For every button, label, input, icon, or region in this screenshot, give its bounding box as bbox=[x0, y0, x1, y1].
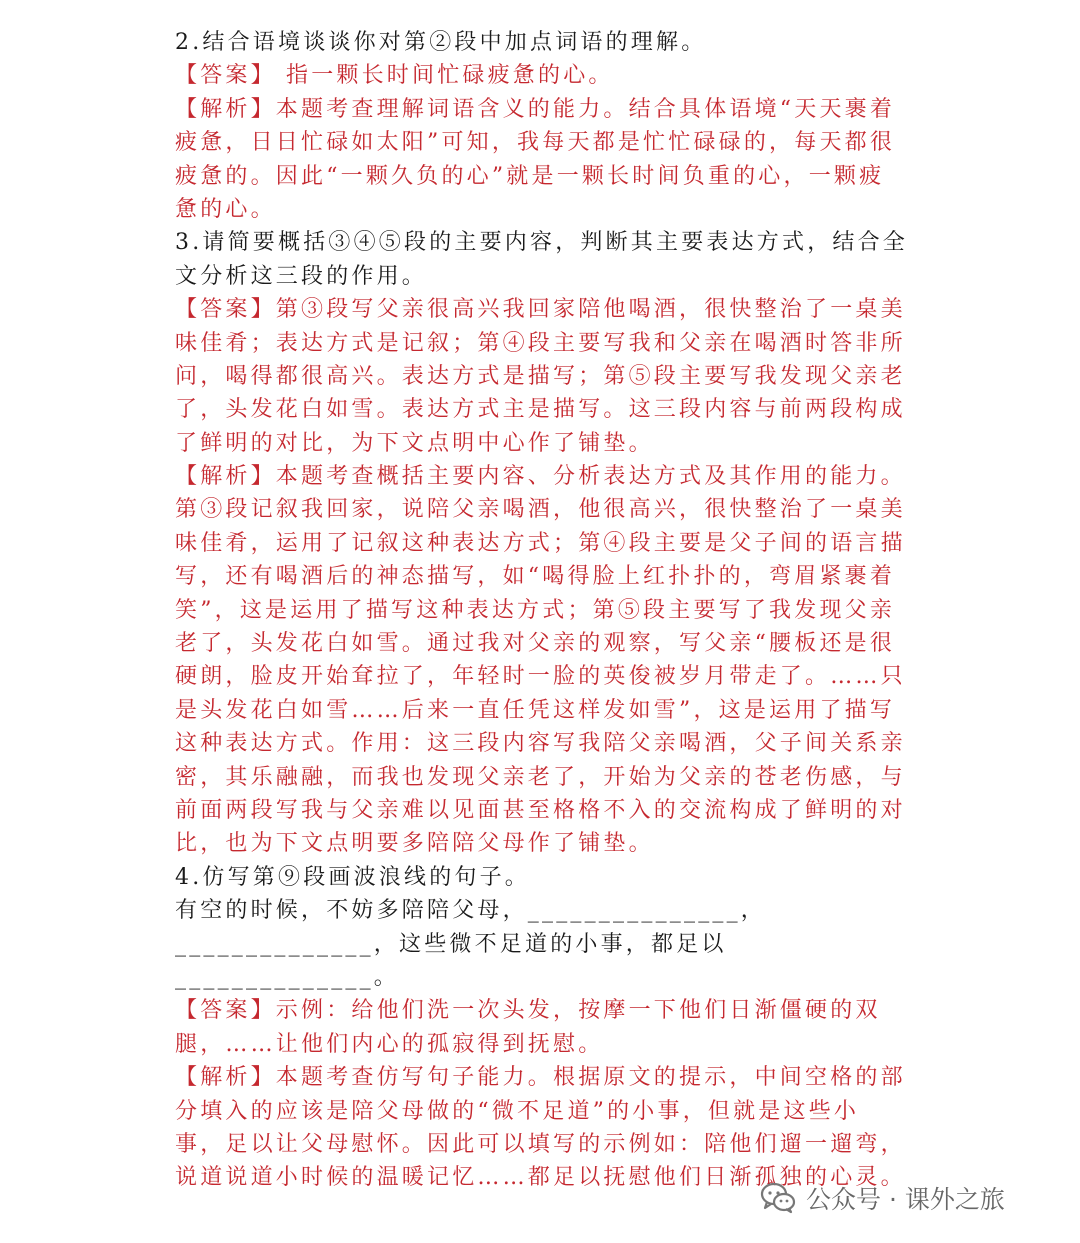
answer-line: 【解析】本题考查概括主要内容、分析表达方式及其作用的能力。 bbox=[175, 464, 906, 490]
answer-line: 说道说道小时候的温暖记忆……都足以抚慰他们日渐孤独的心灵。 bbox=[175, 1165, 906, 1191]
answer-line: 疲惫，日日忙碌如太阳”可知，我每天都是忙忙碌碌的，每天都很 bbox=[175, 130, 896, 156]
answer-line: 老了，头发花白如雪。通过我对父亲的观察，写父亲“腰板还是很 bbox=[175, 631, 896, 657]
question-line: 文分析这三段的作用。 bbox=[175, 263, 428, 289]
answer-line: 【答案】第③段写父亲很高兴我回家陪他喝酒，很快整治了一桌美 bbox=[175, 297, 906, 323]
wechat-icon bbox=[760, 1182, 796, 1214]
answer-line: 事，足以让父母慰怀。因此可以填写的示例如：陪他们遛一遛弯， bbox=[175, 1131, 906, 1157]
answer-line: 硬朗，脸皮开始耷拉了，年轻时一脸的英俊被岁月带走了。……只 bbox=[175, 664, 906, 690]
answer-line: 问，喝得都很高兴。表达方式是描写；第⑤段主要写我发现父亲老 bbox=[175, 363, 906, 389]
answer-line: 【解析】本题考查仿写句子能力。根据原文的提示，中间空格的部 bbox=[175, 1065, 906, 1091]
question-line: ______________，这些微不足道的小事，都足以 bbox=[175, 931, 727, 957]
document-body bbox=[175, 26, 908, 1195]
question-line: 有空的时候，不妨多陪陪父母，_______________， bbox=[175, 898, 767, 924]
question-line: ______________。 bbox=[175, 964, 400, 990]
answer-line: 前面两段写我与父亲难以见面甚至格格不入的交流构成了鲜明的对 bbox=[175, 797, 906, 823]
answer-line: 惫的心。 bbox=[175, 196, 276, 222]
answer-line: 了鲜明的对比，为下文点明中心作了铺垫。 bbox=[175, 430, 654, 456]
answer-line: 了，头发花白如雪。表达方式主是描写。这三段内容与前两段构成 bbox=[175, 397, 906, 423]
answer-line: 分填入的应该是陪父母做的“微不足道”的小事，但就是这些小 bbox=[175, 1098, 860, 1124]
answer-line: 第③段记叙我回家，说陪父亲喝酒，他很高兴，很快整治了一桌美 bbox=[175, 497, 906, 523]
watermark bbox=[760, 1178, 1005, 1218]
answer-line: 这种表达方式。作用：这三段内容写我陪父亲喝酒，父子间关系亲 bbox=[175, 731, 906, 757]
answer-line: 味佳肴，运用了记叙这种表达方式；第④段主要是父子间的语言描 bbox=[175, 530, 906, 556]
question-line: 2.结合语境谈谈你对第②段中加点词语的理解。 bbox=[175, 30, 707, 55]
answer-line: 是头发花白如雪……后来一直任凭这样发如雪”，这是运用了描写 bbox=[175, 697, 896, 723]
watermark-text: 公众号 · 课外之旅 bbox=[806, 1185, 1005, 1214]
answer-line: 比，也为下文点明要多陪陪父母作了铺垫。 bbox=[175, 831, 654, 857]
answer-line: 腿，……让他们内心的孤寂得到抚慰。 bbox=[175, 1031, 604, 1057]
question-line: 4.仿写第⑨段画波浪线的句子。 bbox=[175, 864, 530, 890]
answer-line: 密，其乐融融，而我也发现父亲老了，开始为父亲的苍老伤感，与 bbox=[175, 764, 906, 790]
answer-line: 【解析】本题考查理解词语含义的能力。结合具体语境“天天裹着 bbox=[175, 96, 896, 122]
answer-line: 疲惫的。因此“一颗久负的心”就是一颗长时间负重的心，一颗疲 bbox=[175, 163, 885, 189]
answer-line: 笑”，这是运用了描写这种表达方式；第⑤段主要写了我发现父亲 bbox=[175, 597, 896, 623]
answer-line: 味佳肴；表达方式是记叙；第④段主要写我和父亲在喝酒时答非所 bbox=[175, 330, 906, 356]
question-line: 3.请简要概括③④⑤段的主要内容，判断其主要表达方式，结合全 bbox=[175, 230, 908, 256]
answer-line: 【答案】 指一颗长时间忙碌疲惫的心。 bbox=[175, 63, 614, 89]
document-page bbox=[175, 26, 908, 1195]
answer-line: 【答案】示例：给他们洗一次头发，按摩一下他们日渐僵硬的双 bbox=[175, 998, 881, 1024]
answer-line: 写，还有喝酒后的神态描写，如“喝得脸上红扑扑的，弯眉紧裹着 bbox=[175, 564, 896, 590]
